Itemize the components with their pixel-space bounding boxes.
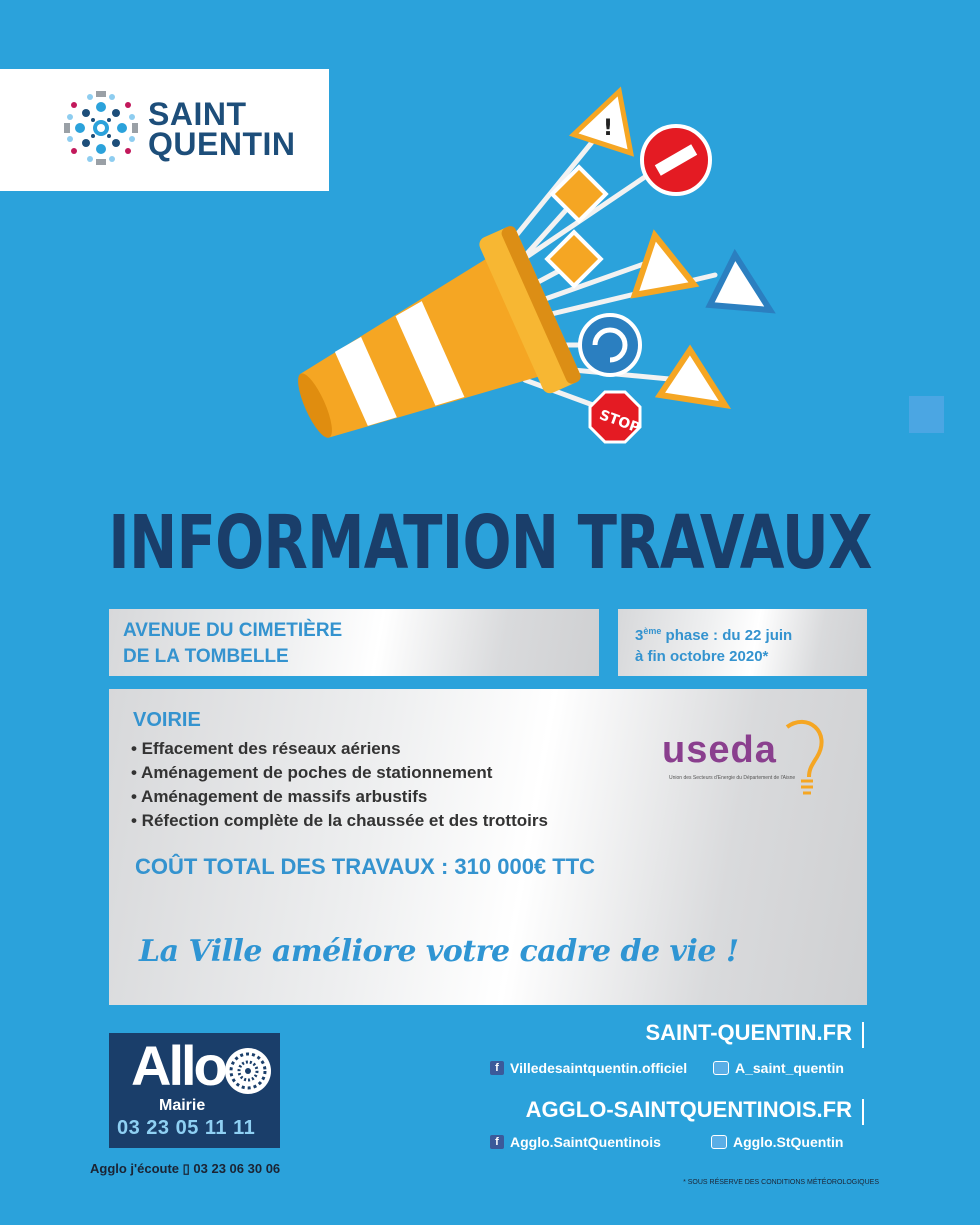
weather-disclaimer: * SOUS RÉSERVE DES CONDITIONS MÉTÉOROLOGIQUES (683, 1179, 879, 1186)
slogan: La Ville améliore votre cadre de vie ! (139, 934, 739, 969)
facebook-handle: Villedesaintquentin.officiel (510, 1060, 688, 1076)
phase-start: phase : du 22 juin (661, 627, 793, 644)
works-list (131, 737, 548, 833)
logo-line-2: QUENTIN (148, 126, 296, 162)
facebook-icon: f (490, 1061, 504, 1075)
divider (862, 1099, 864, 1125)
works-details-panel (109, 689, 867, 1005)
total-cost: COÛT TOTAL DES TRAVAUX : 310 000€ TTC (135, 854, 596, 879)
list-item: • Effacement des réseaux aériens (131, 739, 401, 758)
phase-dates-panel (618, 609, 867, 676)
decorative-square (909, 396, 944, 433)
street-panel (109, 609, 599, 676)
svg-text:STOP: STOP (597, 407, 642, 437)
allo-phone-number: 03 23 05 11 11 (117, 1117, 256, 1139)
street-line-2: DE LA TOMBELLE (123, 646, 289, 667)
city-emblem-icon (224, 1047, 272, 1095)
useda-logo (659, 717, 829, 797)
logo-line-1: SAINT (148, 96, 247, 132)
facebook-link-agglo[interactable] (490, 1134, 661, 1150)
voirie-heading: VOIRIE (133, 709, 201, 731)
allo-mairie-block (109, 1033, 280, 1148)
allo-wordmark: Allo (131, 1034, 225, 1097)
twitter-link-agglo[interactable] (711, 1134, 843, 1150)
city-emblem-icon (60, 87, 142, 169)
useda-subtitle: Union des Secteurs d'Energie du Département de l'Aisne (669, 775, 796, 781)
page-title: INFORMATION TRAVAUX (108, 500, 872, 586)
list-item: • Aménagement de massifs arbustifs (131, 787, 428, 806)
twitter-icon (713, 1061, 729, 1075)
phase-line-1 (635, 621, 867, 646)
facebook-link-ville[interactable] (490, 1060, 687, 1076)
agglo-ecoute-phone: Agglo j'écoute ▯ 03 23 06 30 06 (90, 1161, 281, 1176)
divider (862, 1022, 864, 1048)
svg-text:!: ! (603, 116, 614, 141)
website-link-saint-quentin[interactable]: SAINT-QUENTIN.FR (645, 1020, 852, 1045)
phase-line-2: à fin octobre 2020* (635, 648, 769, 665)
phase-number: 3 (635, 627, 644, 644)
traffic-cone-signs-illustration (270, 80, 790, 480)
twitter-link-ville[interactable] (713, 1060, 844, 1076)
allo-mairie-label: Mairie (159, 1097, 206, 1114)
useda-wordmark: useda (662, 729, 777, 771)
lightbulb-icon (777, 717, 827, 797)
website-link-agglo[interactable]: AGGLO-SAINTQUENTINOIS.FR (525, 1097, 852, 1122)
twitter-icon (711, 1135, 727, 1149)
list-item: • Réfection complète de la chaussée et des trottoirs (131, 811, 548, 830)
facebook-handle: Agglo.SaintQuentinois (510, 1134, 661, 1150)
twitter-handle: A_saint_quentin (735, 1060, 844, 1076)
twitter-handle: Agglo.StQuentin (733, 1134, 844, 1150)
street-line-1: AVENUE DU CIMETIÈRE (123, 620, 343, 641)
list-item: • Aménagement de poches de stationnement (131, 763, 493, 782)
facebook-icon: f (490, 1135, 504, 1149)
phase-ordinal: ème (643, 626, 662, 636)
